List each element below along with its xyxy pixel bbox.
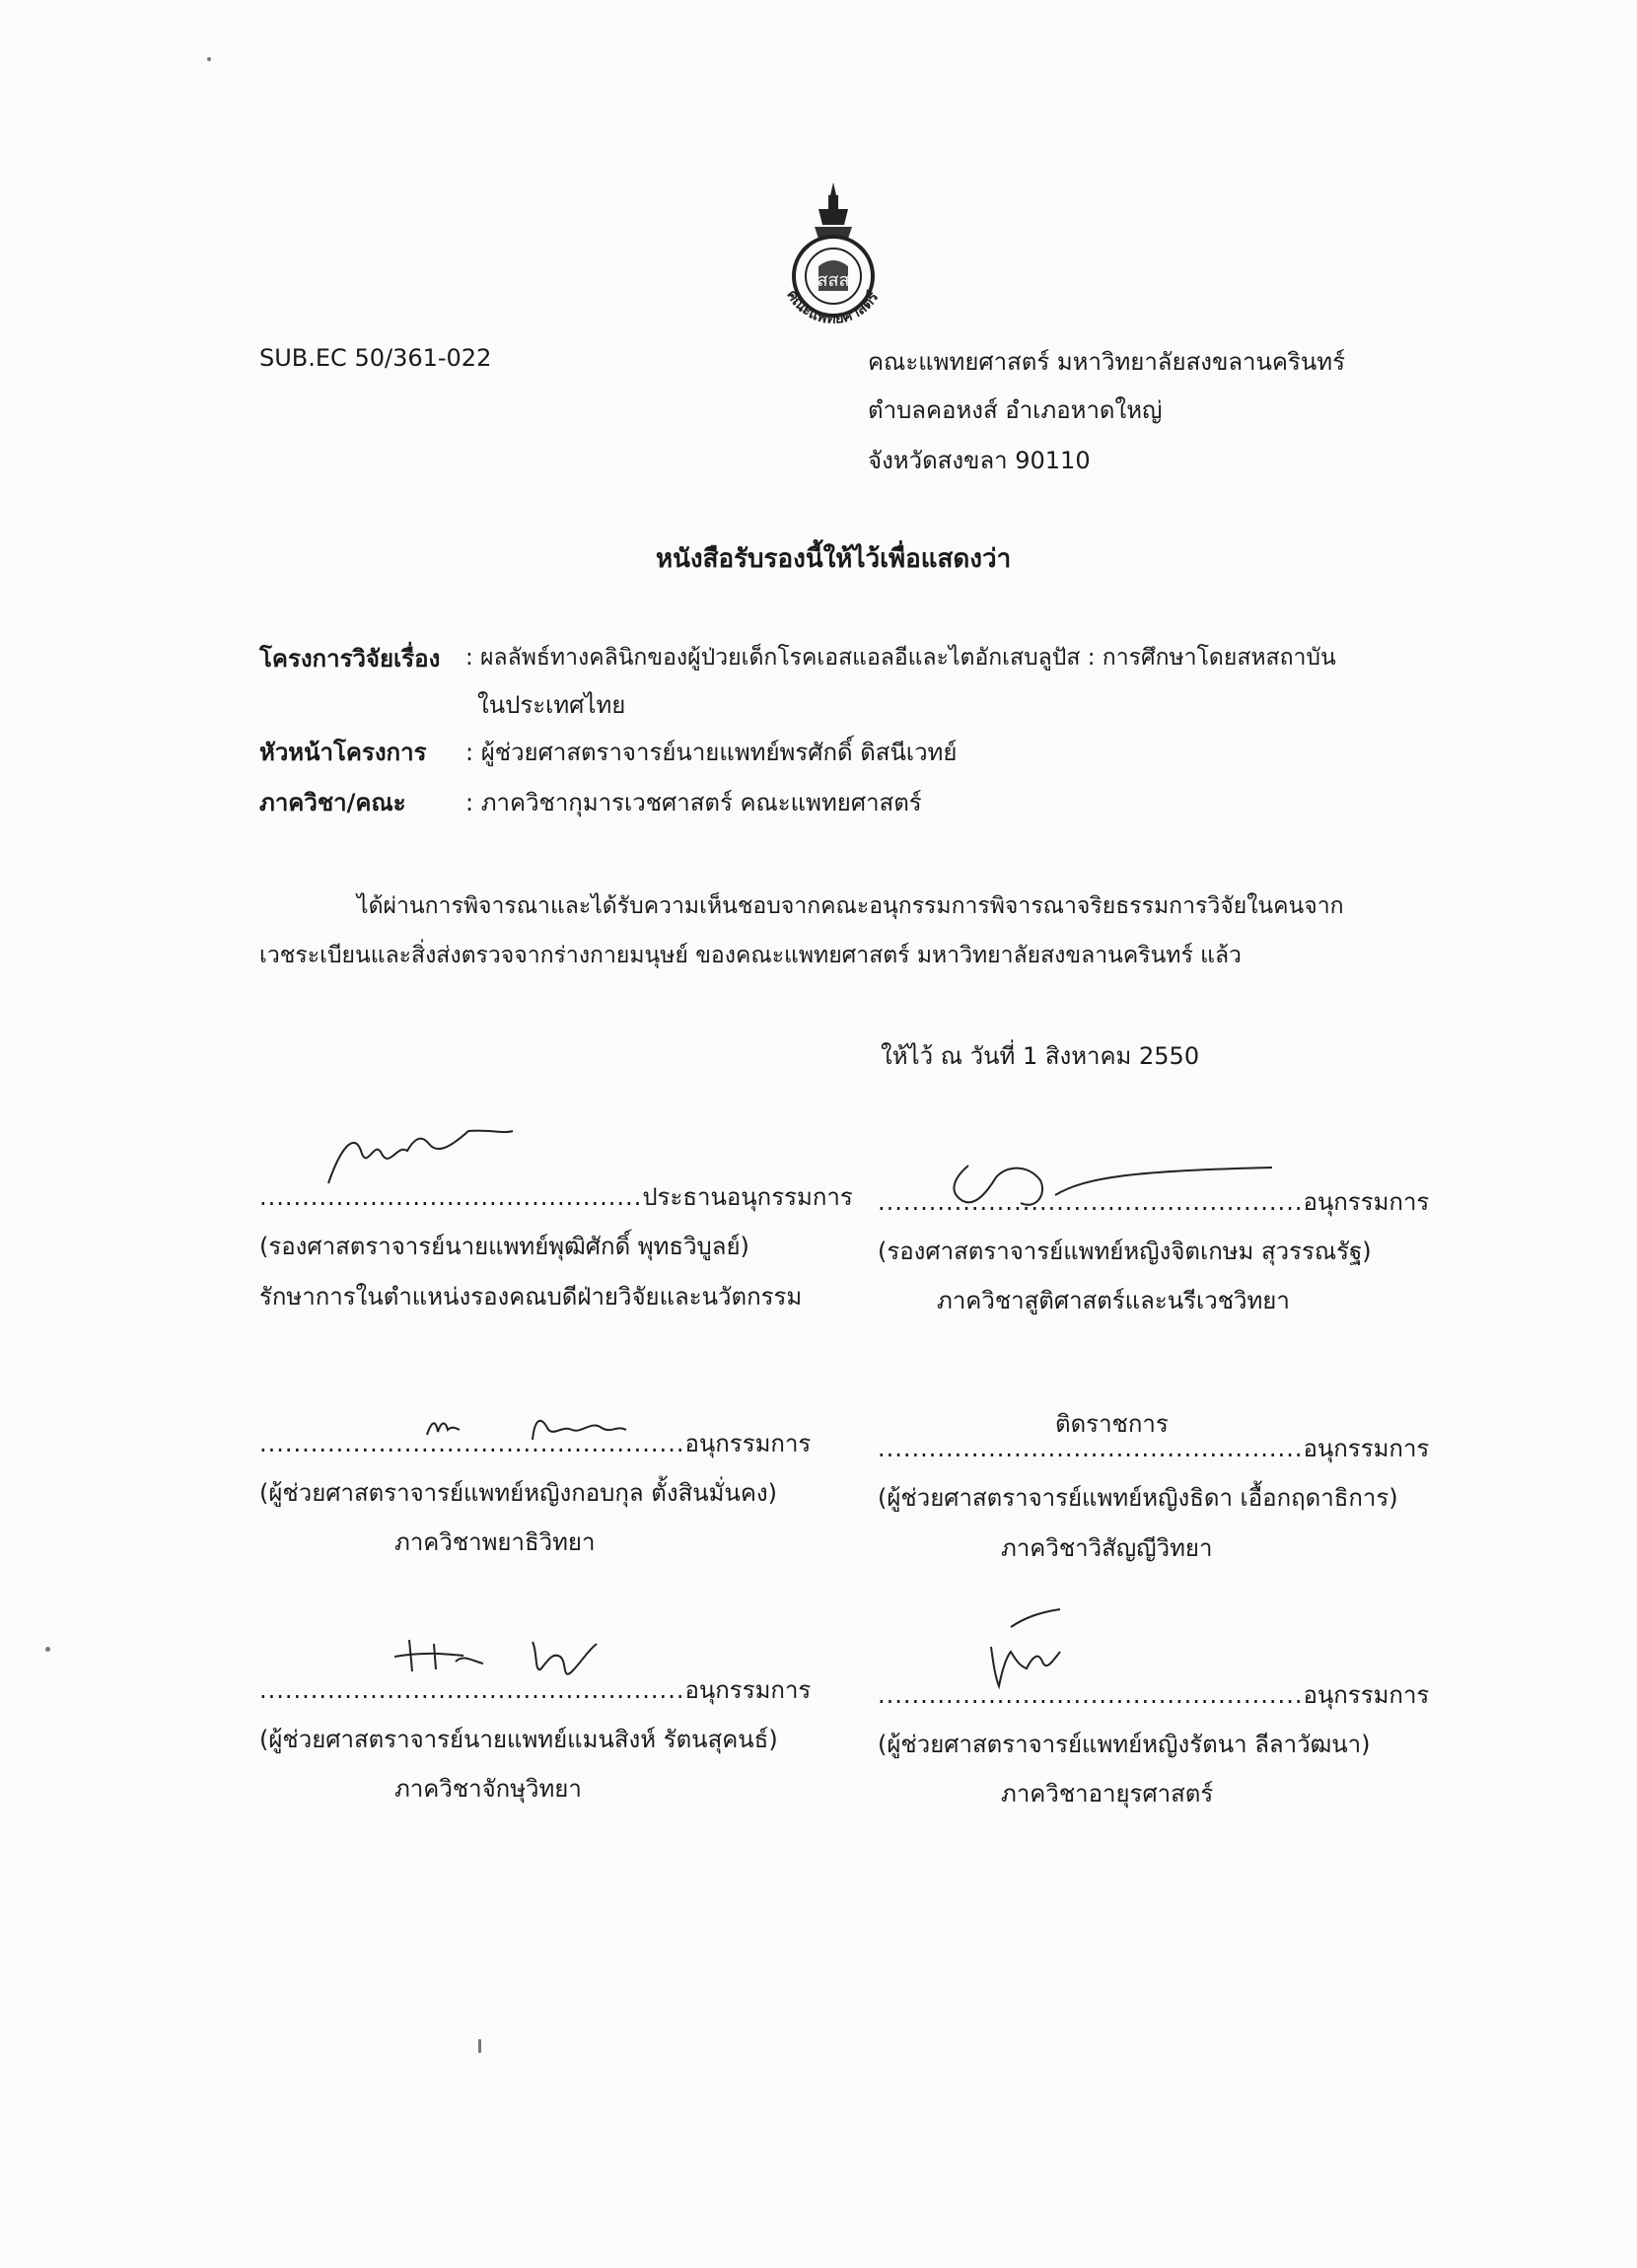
signatory-1-line — [259, 1183, 853, 1212]
signature-dots: ............................................. — [259, 1183, 643, 1211]
address-line-3: จังหวัดสงขลา 90110 — [868, 447, 1091, 474]
seal-lettering: คณะแพทยศาสตร์ — [783, 286, 883, 327]
signatory-3-line — [259, 1430, 811, 1458]
signature-dots: .................................................. — [878, 1188, 1304, 1216]
signatory-5-name: (ผู้ช่วยศาสตราจารย์นายแพทย์แมนสิงห์ รัตนสุคนธ์) — [259, 1726, 778, 1753]
project-head-value: : ผู้ช่วยศาสตราจารย์นายแพทย์พรศักดิ์ ดิสนีเวทย์ — [465, 739, 958, 766]
signature-chair — [320, 1109, 518, 1192]
signatory-1-dept: รักษาการในตำแหน่งรองคณบดีฝ่ายวิจัยและนวัตกรรม — [259, 1283, 803, 1311]
signatory-6-name: (ผู้ช่วยศาสตราจารย์แพทย์หญิงรัตนา ลีลาวัฒนา) — [878, 1731, 1371, 1758]
signature-dots: .................................................. — [878, 1681, 1304, 1709]
signatory-6-line — [878, 1681, 1429, 1710]
issue-date: ให้ไว้ ณ วันที่ 1 สิงหาคม 2550 — [881, 1042, 1200, 1070]
project-title-label: โครงการวิจัยเรื่อง — [259, 645, 441, 673]
svg-text:สสส: สสส — [817, 270, 850, 291]
signatory-4-dept: ภาควิชาวิสัญญีวิทยา — [1001, 1534, 1213, 1562]
certificate-title: หนังสือรับรองนี้ให้ไว้เพื่อแสดงว่า — [656, 544, 1012, 574]
signatory-role: อนุกรรมการ — [1303, 1681, 1430, 1709]
signature-dots: .................................................. — [259, 1676, 685, 1704]
project-title-value-cont: ในประเทศไทย — [477, 691, 626, 719]
faculty-seal — [759, 177, 907, 335]
project-head-label: หัวหน้าโครงการ — [259, 739, 427, 766]
signatory-1-name: (รองศาสตราจารย์นายแพทย์พุฒิศักดิ์ พุทธวิบูลย์) — [259, 1233, 749, 1260]
project-title-value: : ผลลัพธ์ทางคลินิกของผู้ป่วยเด็กโรคเอสแอลอีและไตอักเสบลูปัส : การศึกษาโดยสหสถาบัน — [465, 645, 1336, 671]
svg-text:คณะแพทยศาสตร์ — [783, 287, 883, 327]
signatory-role: อนุกรรมการ — [1303, 1435, 1430, 1462]
signatory-role: ประธานอนุกรรมการ — [642, 1183, 853, 1211]
signatory-4-line — [878, 1435, 1429, 1463]
signatory-3-name: (ผู้ช่วยศาสตราจารย์แพทย์หญิงกอบกุล ตั้งสินมั่นคง) — [259, 1479, 777, 1507]
reference-number: SUB.EC 50/361-022 — [259, 344, 492, 372]
department-value: : ภาควิชากุมารเวชศาสตร์ คณะแพทยศาสตร์ — [465, 789, 922, 816]
address-line-1: คณะแพทยศาสตร์ มหาวิทยาลัยสงขลานครินทร์ — [868, 348, 1345, 376]
signatory-role: อนุกรรมการ — [684, 1676, 812, 1704]
signatory-role: อนุกรรมการ — [684, 1430, 812, 1457]
signature-dots: .................................................. — [259, 1430, 685, 1457]
away-on-duty-note: ติดราชการ — [1055, 1410, 1169, 1438]
signatory-6-dept: ภาควิชาอายุรศาสตร์ — [1001, 1780, 1214, 1807]
scan-speck — [45, 1647, 50, 1652]
signatory-2-name: (รองศาสตราจารย์แพทย์หญิงจิตเกษม สุวรรณรัฐ) — [878, 1238, 1372, 1265]
seal-icon — [759, 177, 907, 335]
scan-speck — [478, 2039, 481, 2053]
signatory-role: อนุกรรมการ — [1303, 1188, 1430, 1216]
signatory-5-line — [259, 1676, 811, 1705]
scan-speck — [207, 57, 211, 61]
signature-dots: .................................................. — [878, 1435, 1304, 1462]
department-label: ภาควิชา/คณะ — [259, 789, 406, 816]
signatory-2-line — [878, 1188, 1429, 1217]
signatory-3-dept: ภาควิชาพยาธิวิทยา — [394, 1528, 596, 1556]
signatory-4-name: (ผู้ช่วยศาสตราจารย์แพทย์หญิงธิดา เอื้อกฤดาธิการ) — [878, 1484, 1398, 1512]
signatory-2-dept: ภาควิชาสูติศาสตร์และนรีเวชวิทยา — [937, 1287, 1290, 1314]
address-line-2: ตำบลคอหงส์ อำเภอหาดใหญ่ — [868, 396, 1163, 424]
body-line-2: เวชระเบียนและสิ่งส่งตรวจจากร่างกายมนุษย์ ของคณะแพทยศาสตร์ มหาวิทยาลัยสงขลานครินทร์ แล้ว — [259, 943, 1242, 968]
signatory-5-dept: ภาควิชาจักษุวิทยา — [394, 1775, 582, 1803]
body-line-1: ได้ผ่านการพิจารณาและได้รับความเห็นชอบจากคณะอนุกรรมการพิจารณาจริยธรรมการวิจัยในคนจาก — [357, 893, 1344, 919]
